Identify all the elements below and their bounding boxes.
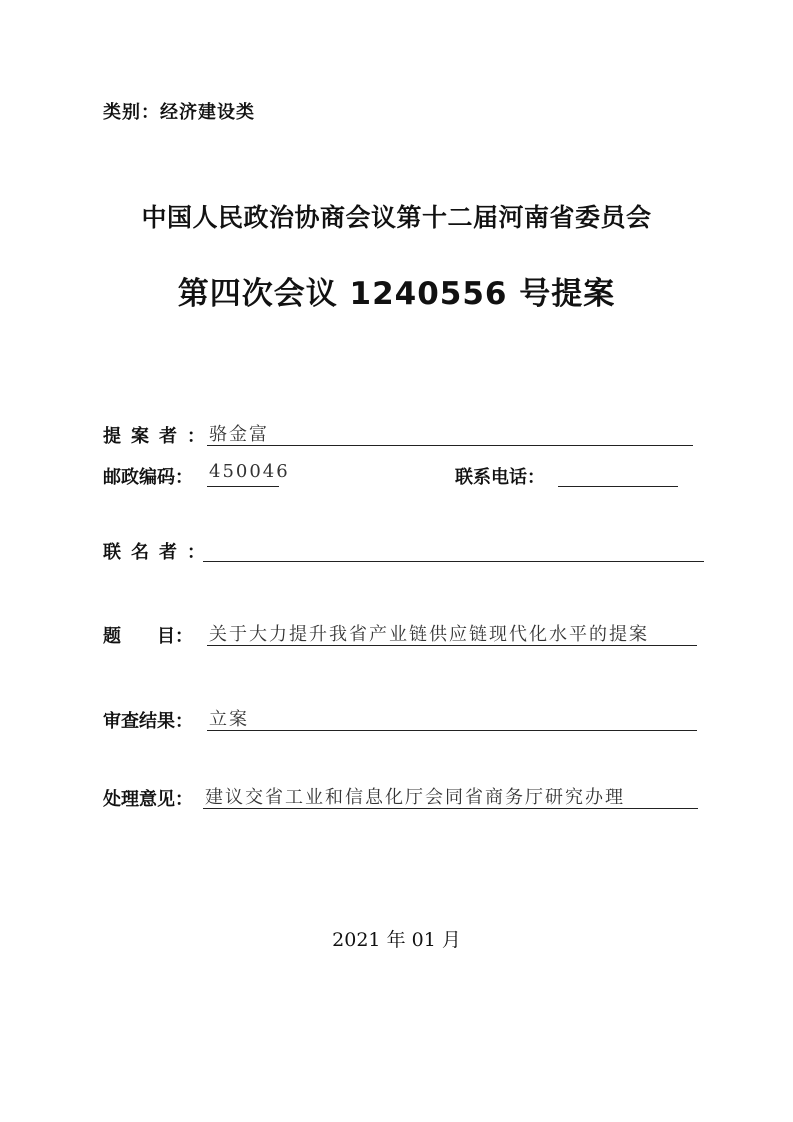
- co-signers-field: [203, 536, 704, 562]
- postcode-value: 450046: [209, 461, 290, 482]
- phone-label: 联系电话：: [455, 467, 545, 488]
- proposer-field: [207, 420, 693, 446]
- subject-field: [207, 620, 697, 646]
- review-label: 审查结果：: [103, 711, 193, 732]
- document-title-line1: 中国人民政治协商会议第十二届河南省委员会: [141, 203, 652, 232]
- handling-field: [203, 783, 698, 809]
- co-signers-label: 联名者：: [103, 542, 215, 563]
- subject-label: 题 目：: [103, 626, 193, 647]
- review-field: [207, 705, 697, 731]
- document-date: 2021 年 01 月: [332, 929, 461, 951]
- proposer-label: 提案者：: [103, 426, 215, 447]
- handling-label: 处理意见：: [103, 789, 193, 810]
- subject-value: 关于大力提升我省产业链供应链现代化水平的提案: [209, 624, 649, 645]
- phone-field: [558, 461, 678, 487]
- postcode-label: 邮政编码：: [103, 467, 193, 488]
- handling-value: 建议交省工业和信息化厅会同省商务厅研究办理: [205, 787, 625, 808]
- postcode-field: [207, 461, 290, 487]
- co-signers-value: [203, 536, 205, 557]
- document-title-line2: 第四次会议 1240556 号提案: [177, 276, 616, 312]
- document-category: 类别：经济建设类: [103, 102, 255, 123]
- review-value: 立案: [209, 709, 249, 730]
- proposer-value: 骆金富: [209, 424, 269, 445]
- phone-value: [558, 461, 560, 482]
